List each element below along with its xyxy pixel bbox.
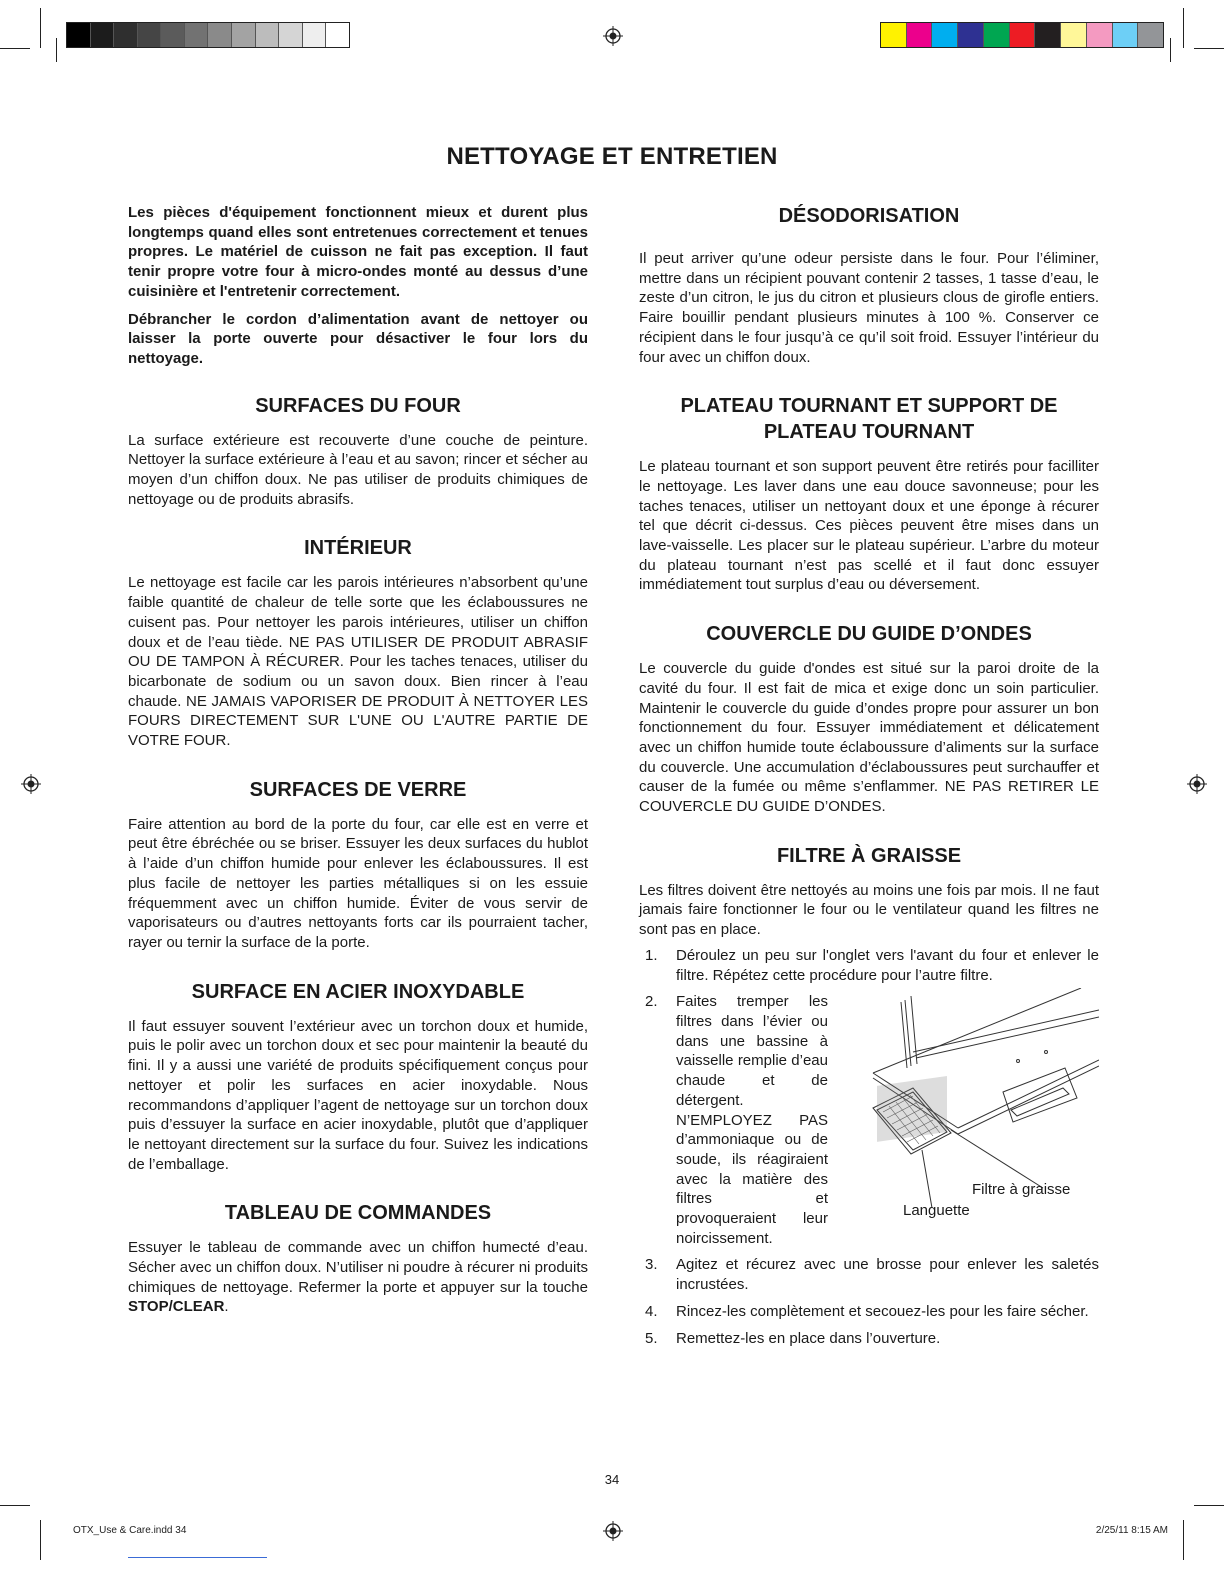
section-heading: SURFACES DU FOUR <box>255 394 461 417</box>
section-body: Il peut arriver qu’une odeur persiste dans le four. Pour l’éliminer, mettre dans un récipient pouvant contenir 2 tasses, 1 tasse d’eau, le zeste d’un citron, le jus du citron et plusieurs clous de girofle entiers. Faire bouillir pendant plusieurs minutes à 100 %. Conserver ce récipient dans le four jusqu’à ce qu’il soit froid. Essuyer l’intérieur du four avec un chiffon doux. <box>639 250 1099 366</box>
color-swatch <box>303 23 327 47</box>
section-heading: FILTRE À GRAISSE <box>776 844 962 867</box>
section-body: Essuyer le tableau de commande avec un chiffon humecté d’eau. Sécher avec un chiffon doux. N’utiliser ni poudre à récurer ni produits chimiques de nettoyage. Refermer la porte et appuyer sur la touche STOP/CLEAR. <box>128 1239 588 1316</box>
page-number: 34 <box>604 1472 620 1487</box>
section-body: La surface extérieure est recouverte d’une couche de peinture. Nettoyer la surface extérieure à l’eau et au savon; rincer et sécher au moyen d’un chiffon doux. Ne pas utiliser de produits chimiques de nettoyage ou de produits abrasifs. <box>128 431 588 508</box>
crop-mark <box>1194 48 1224 49</box>
color-swatch <box>138 23 162 47</box>
crop-mark <box>1183 8 1184 48</box>
color-swatch <box>1061 23 1087 47</box>
section-heading: PLATEAU TOURNANT ET SUPPORT DE PLATEAU TOURNANT <box>680 395 1058 444</box>
color-swatch <box>907 23 933 47</box>
color-swatch <box>114 23 138 47</box>
slug-filename: OTX_Use & Care.indd 34 <box>73 1525 187 1536</box>
registration-mark-icon <box>1187 774 1207 794</box>
crop-mark <box>0 1505 30 1506</box>
section-filtre-graisse <box>639 843 1099 1348</box>
section-body: Le plateau tournant et son support peuvent être retirés pour facilliter le nettoyage. Les laver dans une eau douce savonneuse; pour les taches tenaces, utiliser un nettoyant doux et une éponge à récurer tel que décrit ci-dessus. Ces pièces peuvent être mises dans un lave-vaisselle. Les placer sur le plateau supérieur. L’arbre du moteur du plateau tournant n’est pas scellé et il faut donc essuyer immédiatement tout surplus d’eau ou déversement. <box>639 458 1099 594</box>
registration-mark-icon <box>603 26 623 46</box>
color-swatch <box>185 23 209 47</box>
section-heading: DÉSODORISATION <box>778 205 960 227</box>
section-guide-ondes <box>639 621 1099 817</box>
section-plateau-tournant <box>639 393 1099 595</box>
section-interieur <box>128 535 588 750</box>
intro-paragraph: Les pièces d'équipement fonctionnent mieux et durent plus longtemps quand elles sont entretenues correctement et tenues propres. Le matériel de cuisson ne fait pas exception. Il faut tenir propre votre four à micro-ondes monté au dessus d’une cuisinière et l'entretenir correctement. <box>128 204 588 300</box>
right-column <box>639 203 1099 1355</box>
section-acier-inoxydable <box>128 979 588 1175</box>
color-swatch <box>232 23 256 47</box>
section-heading: INTÉRIEUR <box>304 537 412 560</box>
registration-mark-icon <box>21 774 41 794</box>
color-swatch <box>256 23 280 47</box>
crop-mark <box>0 48 30 49</box>
stop-clear-key: STOP/CLEAR <box>128 1298 225 1316</box>
step-item: 2. Faites tremper les filtres dans l’évier ou dans une bassine à vaisselle remplie d’eau chaude et de détergent. N’EMPLOYEZ PAS d’ammoniaque ou de soude, ils réagiraient avec la matière des filtres et provoqueraient leur noircissement. Filtre à graisse Languette <box>639 992 1099 1248</box>
step-item: 4. Rincez-les complètement et secouez-les pour les faire sécher. <box>645 1302 1089 1320</box>
slug-underline <box>128 1557 267 1558</box>
intro <box>128 203 588 369</box>
color-swatch <box>67 23 91 47</box>
section-desodorisation <box>639 203 1099 367</box>
color-swatch <box>1010 23 1036 47</box>
tab-label: Languette <box>903 1202 970 1220</box>
left-column <box>128 203 588 1317</box>
section-surfaces-four <box>128 393 588 510</box>
color-swatch <box>984 23 1010 47</box>
crop-mark <box>40 8 41 48</box>
color-swatch <box>208 23 232 47</box>
step-item: 1. Déroulez un peu sur l'onglet vers l'avant du four et enlever le filtre. Répétez cette procédure pour l’autre filtre. <box>645 946 1099 984</box>
section-heading: TABLEAU DE COMMANDES <box>224 1202 492 1225</box>
section-heading: COUVERCLE DU GUIDE D’ONDES <box>706 623 1032 646</box>
cleaning-steps <box>639 946 1099 1348</box>
color-swatch <box>326 23 349 47</box>
grease-filter-label: Filtre à graisse <box>972 1181 1071 1199</box>
section-body: Les filtres doivent être nettoyés au moins une fois par mois. Il ne faut jamais faire fonctionner le four ou le ventilateur quand les filtres ne sont pas en place. <box>639 881 1099 939</box>
color-swatch <box>1087 23 1113 47</box>
crop-mark <box>1170 38 1171 62</box>
section-heading: SURFACES DE VERRE <box>249 778 467 801</box>
page-title: NETTOYAGE ET ENTRETIEN <box>446 143 778 170</box>
section-body: Il faut essuyer souvent l’extérieur avec un torchon doux et humide, puis le polir avec un torchon doux et sec pour maintenir la beauté du fini. Il y a aussi une variété de produits spécifiquement conçus pour nettoyer et polir les surfaces en acier inoxydable. Nous recommandons d’appliquer l’agent de nettoyage sur un torchon doux puis d’essuyer la surface en acier inoxydable, plutôt que d’appliquer le nettoyant directement sur la surface du four. Suivez les indications de l’emballage. <box>128 1017 588 1173</box>
section-heading: SURFACE EN ACIER INOXYDABLE <box>191 980 525 1003</box>
color-swatch <box>91 23 115 47</box>
grease-filter-figure <box>833 988 1099 1233</box>
section-body: Le nettoyage est facile car les parois intérieures n’absorbent qu’une faible quantité de chaleur de telle sorte que les éclaboussures ne cuisent pas. Pour nettoyer les parois intérieures, utiliser un chiffon doux et de l’eau tiède. NE PAS UTILISER DE PRODUIT ABRASIF OU DE TAMPON À RÉCURER. Pour les taches tenaces, utiliser du bicarbonate de sodium ou un savon doux. Bien rincer à l’eau chaude. NE JAMAIS VAPORISER DE PRODUIT À NETTOYER LES FOURS DIRECTEMENT SUR L'UNE OU L'AUTRE PARTIE DE VOTRE FOUR. <box>128 574 588 750</box>
color-swatch <box>1138 23 1163 47</box>
crop-mark <box>56 38 57 62</box>
step-item: 3. Agitez et récurez avec une brosse pour enlever les saletés incrustées. <box>645 1256 1099 1294</box>
grayscale-bar <box>66 22 350 48</box>
step-item: 5. Remettez-les en place dans l’ouverture. <box>645 1329 941 1347</box>
crop-mark <box>1183 1520 1184 1560</box>
color-swatch <box>932 23 958 47</box>
color-swatch <box>279 23 303 47</box>
color-bar <box>880 22 1164 48</box>
color-swatch <box>161 23 185 47</box>
color-swatch <box>958 23 984 47</box>
section-tableau-commandes <box>128 1200 588 1317</box>
color-swatch <box>881 23 907 47</box>
section-body: Faire attention au bord de la porte du four, car elle est en verre et peut être ébréchée ou se briser. Essuyer les deux surfaces du hublot à l’aide d’un chiffon humide pour enlever les éclaboussures. Il est plus facile de nettoyer les parties métalliques si on les essuie fréquemment avec un chiffon humide. Éviter de vous servir de vaporisateurs ou d’autres nettoyants forts car ils pourraient tacher, rayer ou ternir la surface de la porte. <box>128 815 588 951</box>
crop-mark <box>1194 1505 1224 1506</box>
color-swatch <box>1035 23 1061 47</box>
unplug-warning: Débrancher le cordon d’alimentation avant de nettoyer ou laisser la porte ouverte pour désactiver le four lors du nettoyage. <box>128 310 588 367</box>
slug-date: 2/25/11 8:15 AM <box>1095 1525 1168 1536</box>
section-body: Le couvercle du guide d'ondes est situé sur la paroi droite de la cavité du four. Il est fait de mica et exige donc un soin particulier. Maintenir le couvercle du guide d’ondes propre pour assurer un bon fonctionnement du four. Essuyer immédiatement et délicatement avec un chiffon humide toute éclaboussure d’aliments sur la surface du couvercle. Une accumulation d’éclaboussures peut surchauffer et causer de la fumée ou même s’enflammer. NE PAS RETIRER LE COUVERCLE DU GUIDE D’ONDES. <box>639 660 1099 816</box>
crop-mark <box>40 1520 41 1560</box>
registration-mark-icon <box>603 1521 623 1541</box>
section-surfaces-verre <box>128 777 588 953</box>
color-swatch <box>1113 23 1139 47</box>
